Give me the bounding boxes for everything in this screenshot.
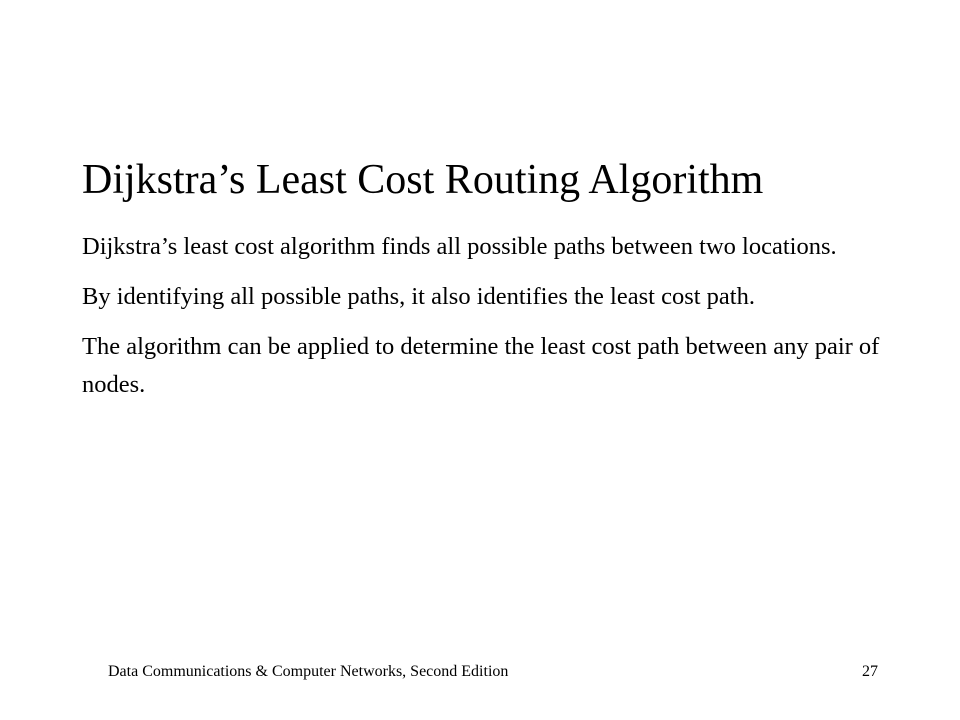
- body-paragraph: The algorithm can be applied to determine the least cost path between any pair of nodes.: [82, 333, 880, 398]
- body-paragraph: By identifying all possible paths, it also identifies the least cost path.: [82, 283, 755, 310]
- body-paragraph: Dijkstra’s least cost algorithm finds all possible paths between two locations.: [82, 233, 837, 260]
- page-number: 27: [862, 663, 878, 680]
- footer-source: Data Communications & Computer Networks, Second Edition: [108, 663, 509, 680]
- slide-body: [82, 228, 882, 416]
- slide-title: Dijkstra’s Least Cost Routing Algorithm: [82, 157, 764, 203]
